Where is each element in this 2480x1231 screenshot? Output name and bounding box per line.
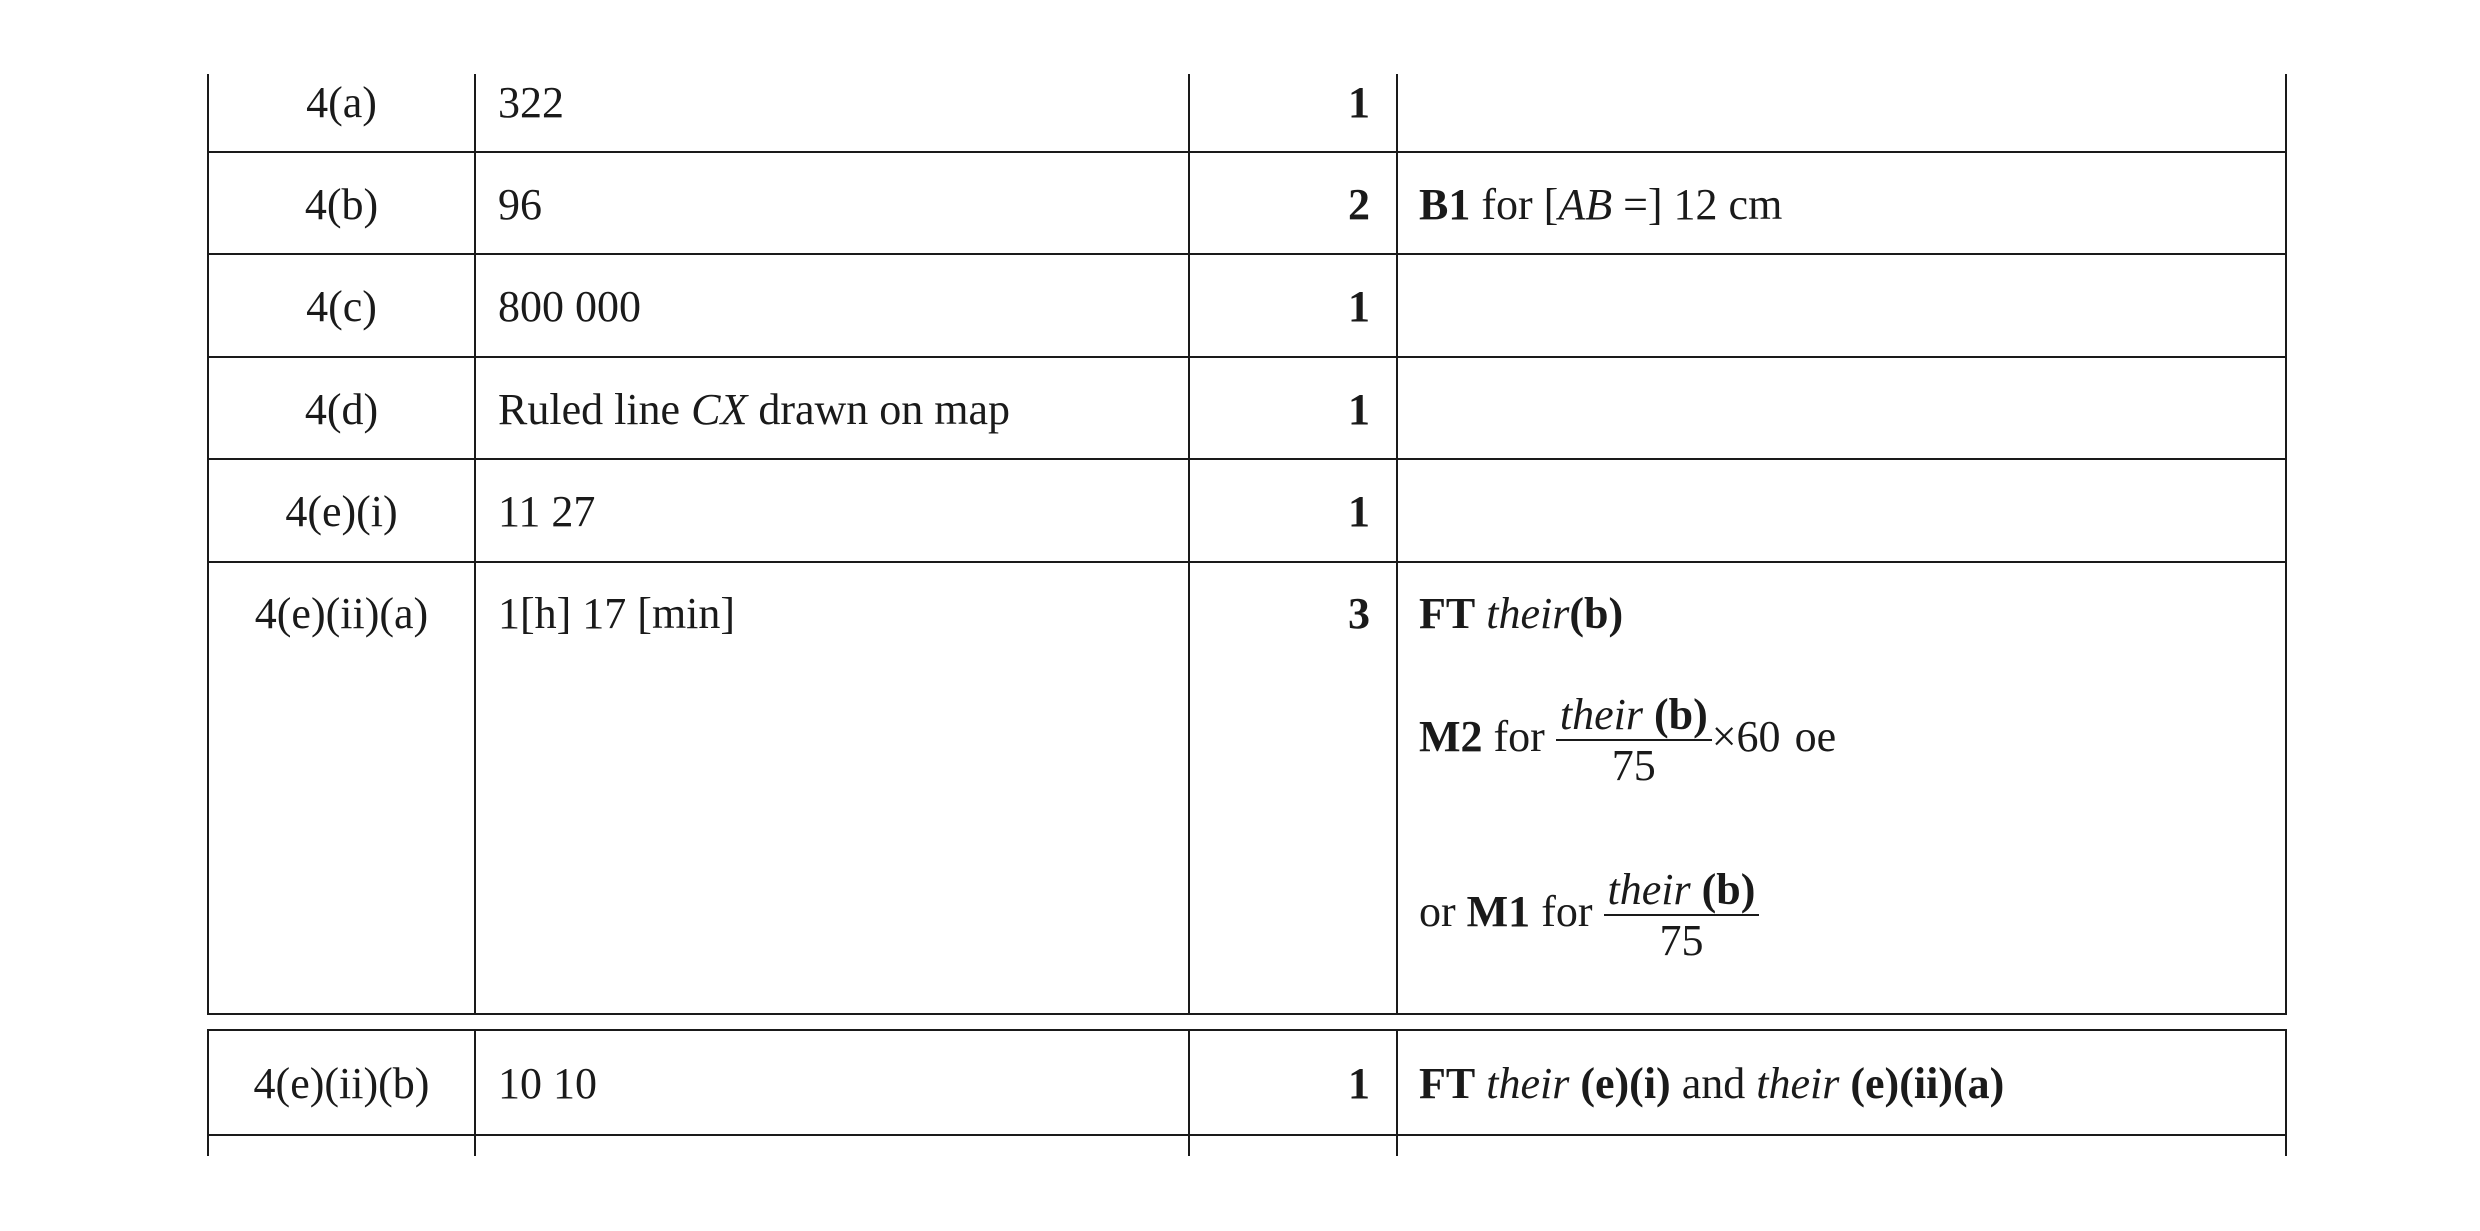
guidance-italic: their bbox=[1559, 690, 1643, 739]
fraction-denominator: 75 bbox=[1659, 916, 1704, 965]
question-number: 4(c) bbox=[306, 282, 377, 331]
guidance-ref: (e)(i) bbox=[1580, 1059, 1671, 1108]
guidance-m1-line bbox=[1419, 866, 1759, 966]
guidance-italic: their bbox=[1607, 865, 1691, 914]
fraction-denominator: 75 bbox=[1611, 741, 1656, 790]
question-number: 4(e)(ii)(b) bbox=[253, 1059, 430, 1108]
guidance-ft-line bbox=[1419, 587, 1623, 641]
row-divider bbox=[207, 561, 2287, 563]
column-divider bbox=[474, 74, 476, 1156]
guidance-text: or bbox=[1419, 887, 1456, 937]
answer-cell: 10 10 bbox=[498, 1059, 597, 1108]
marks-cell: 1 bbox=[1348, 1059, 1370, 1108]
guidance-m2-line bbox=[1419, 691, 1836, 791]
question-number: 4(d) bbox=[304, 385, 379, 434]
guidance-cell bbox=[1419, 178, 1782, 232]
page-break-divider bbox=[207, 1013, 2287, 1031]
column-divider bbox=[1396, 74, 1398, 1156]
guidance-text: for bbox=[1493, 712, 1545, 762]
guidance-ref: (e)(ii)(a) bbox=[1850, 1059, 2005, 1108]
row-divider bbox=[207, 151, 2287, 153]
fraction-numerator bbox=[1556, 691, 1712, 741]
guidance-italic: their bbox=[1486, 1059, 1570, 1108]
answer-cell: 96 bbox=[498, 180, 542, 229]
marks-cell: 1 bbox=[1348, 487, 1370, 536]
fraction bbox=[1604, 866, 1760, 966]
guidance-italic: AB bbox=[1558, 180, 1613, 229]
answer-text: drawn on map bbox=[747, 385, 1011, 434]
guidance-ref: (b) bbox=[1653, 690, 1708, 739]
row-divider bbox=[207, 253, 2287, 255]
marks-cell: 1 bbox=[1348, 78, 1370, 127]
answer-cell: 1[h] 17 [min] bbox=[498, 589, 736, 638]
guidance-ref: (b) bbox=[1569, 589, 1624, 638]
guidance-ref: (b) bbox=[1701, 865, 1756, 914]
guidance-cell bbox=[1419, 1057, 2004, 1111]
guidance-text: oe bbox=[1794, 712, 1837, 762]
guidance-text: for bbox=[1541, 887, 1593, 937]
column-divider bbox=[2285, 74, 2287, 1156]
answer-italic: CX bbox=[691, 385, 748, 434]
row-divider bbox=[207, 356, 2287, 358]
fraction-numerator bbox=[1604, 866, 1760, 916]
marks-cell: 1 bbox=[1348, 282, 1370, 331]
question-number: 4(a) bbox=[306, 78, 377, 127]
mark-code: M1 bbox=[1466, 887, 1531, 937]
mark-code: FT bbox=[1419, 589, 1476, 638]
guidance-text: =] 12 cm bbox=[1612, 180, 1783, 229]
question-number: 4(e)(ii)(a) bbox=[254, 589, 429, 638]
marks-cell: 3 bbox=[1348, 589, 1370, 638]
guidance-text: ×60 bbox=[1711, 712, 1781, 762]
guidance-italic: their bbox=[1486, 589, 1570, 638]
fraction bbox=[1556, 691, 1712, 791]
mark-scheme-table bbox=[207, 74, 2287, 1156]
marks-cell: 2 bbox=[1348, 180, 1370, 229]
guidance-italic: their bbox=[1756, 1059, 1840, 1108]
answer-cell: 322 bbox=[498, 78, 564, 127]
mark-code: M2 bbox=[1419, 712, 1483, 762]
answer-text: Ruled line bbox=[498, 385, 692, 434]
marks-cell: 1 bbox=[1348, 385, 1370, 434]
mark-code: FT bbox=[1419, 1059, 1476, 1108]
row-divider bbox=[207, 458, 2287, 460]
guidance-text: and bbox=[1681, 1059, 1746, 1108]
question-number: 4(b) bbox=[304, 180, 379, 229]
answer-cell: 800 000 bbox=[498, 282, 641, 331]
mark-code: B1 bbox=[1419, 180, 1471, 229]
row-divider bbox=[207, 1134, 2287, 1136]
answer-cell bbox=[498, 383, 1010, 437]
question-number: 4(e)(i) bbox=[285, 487, 398, 536]
guidance-text: for [ bbox=[1481, 180, 1559, 229]
answer-cell: 11 27 bbox=[498, 487, 596, 536]
